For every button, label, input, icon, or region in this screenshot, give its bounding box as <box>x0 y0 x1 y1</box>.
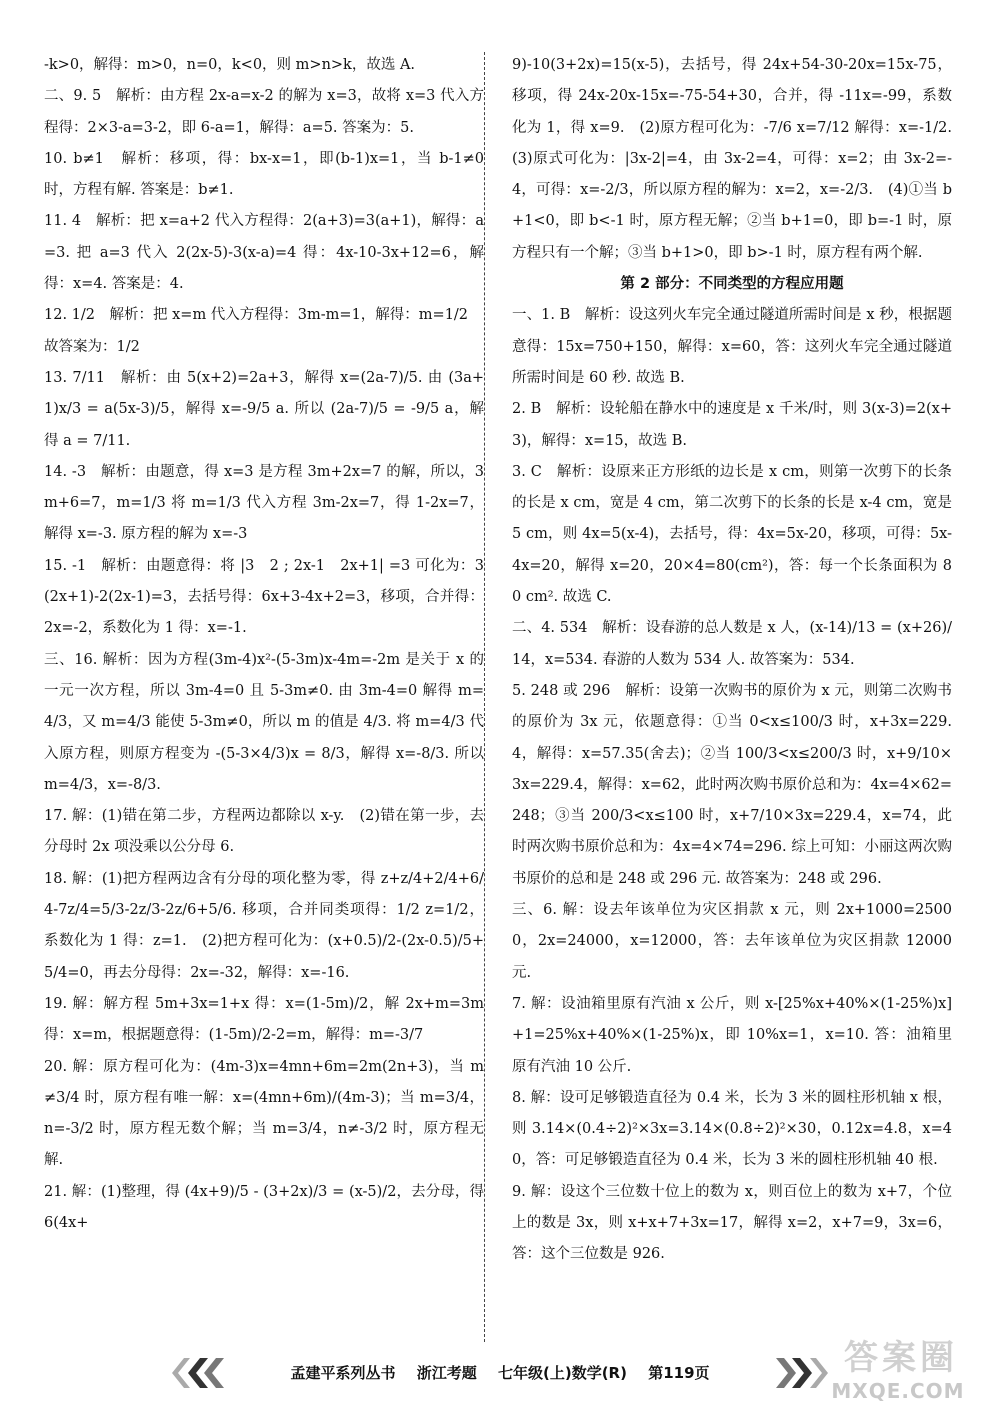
answer-block: 三、6. 解：设去年该单位为灾区捐款 x 元，则 2x+1000=25000，2x=24000，x=12000，答：去年该单位为灾区捐款 12000 元. <box>512 902 952 981</box>
answer-block: 故答案为：1/2 <box>44 338 140 355</box>
answer-block: 二、9. 5 解析：由方程 2x-a=x-2 的解为 x=3，故将 x=3 代入方程得：2×3-a=3-2，即 6-a=1，解得：a=5. 答案为：5. <box>44 88 484 136</box>
answer-block: 3. C 解析：设原来正方形纸的边长是 x cm，则第一次剪下的长条的长是 x cm，宽是 4 cm，第二次剪下的长条的长是 x-4 cm，宽是 5 cm，则 4x=5(x-4)，去括号，得：4x=5x-20，移项，可得：5x-4x=20，解得 x=20，20×4=80(cm²)，答：每一个长条面积为 80 cm². 故选 C. <box>512 463 952 606</box>
answer-block: -k>0，解得：m>0，n=0，k<0，则 m>n>k，故选 A. <box>44 57 416 73</box>
column-divider <box>484 52 485 1342</box>
answer-block: 18. 解：(1)把方程两边含有分母的项化整为零，得 z+z/4+2/4+6/4-7z/4=5/3-2z/3-2z/6+5/6. 移项，合并同类项得：1/2 z=1/2，系数化为 1 得：z=1. (2)把方程可化为：(x+0.5)/2-(2x-0.5)/5+5/4=0，再去分母得：2x=-32，解得：x=-16. <box>44 870 484 981</box>
footer-grade: 七年级(上)数学(R) <box>497 1364 627 1382</box>
answer-block: 2. B 解析：设轮船在静水中的速度是 x 千米/时，则 3(x-3)=2(x+3)，解得：x=15，故选 B. <box>512 401 952 449</box>
footer-series: 孟建平系列丛书 <box>290 1364 396 1382</box>
answer-block: 8. 解：设可足够锻造直径为 0.4 米，长为 3 米的圆柱形机轴 x 根，则 3.14×(0.4÷2)²×3x=3.14×(0.8÷2)²×30，0.12x=4.8，x=40，答：可足够锻造直径为 0.4 米，长为 3 米的圆柱形机轴 40 根. <box>512 1089 952 1169</box>
answer-block: 11. 4 解析：把 x=a+2 代入方程得：2(a+3)=3(a+1)，解得：a=3. 把 a=3 代入 2(2x-5)-3(x-a)=4 得：4x-10-3x+12=6，解得：x=4. 答案是：4. <box>44 213 484 293</box>
answer-block: 21. 解：(1)整理，得 (4x+9)/5 - (3+2x)/3 = (x-5)/2，去分母，得 6(4x+ <box>44 1183 484 1231</box>
answer-block: 15. -1 解析：由题意得：将 |3 2 ; 2x-1 2x+1| =3 可化为：3(2x+1)-2(2x-1)=3，去括号得：6x+3-4x+2=3，移项，合并得：2x=-2，系数化为 1 得：x=-1. <box>44 557 484 637</box>
answer-block: 5. 248 或 296 解析：设第一次购书的原价为 x 元，则第二次购书的原价为 3x 元，依题意得：①当 0<x≤100/3 时，x+3x=229.4，解得：x=57.35(舍去)；②当 100/3<x≤200/3 时，x+9/10×3x=229.4，解得：x=62，此时两次购书原价总和为：4x=4×62=248；③当 200/3<x≤100 时，x+7/10×3x=229.4，x=74，此时两次购书原价总和为：4x=4×74=296. 综上可知：小丽这两次购书原价的总和是 248 或 296 元. 故答案为：248 或 296. <box>512 682 952 887</box>
answer-block: 13. 7/11 解析：由 5(x+2)=2a+3，解得 x=(2a-7)/5. 由 (3a+1)x/3 = a(5x-3)/5，解得 x=-9/5 a. 所以 (2a-7)/5 = -9/5 a，解得 a = 7/11. <box>44 369 484 449</box>
answer-block: 9)-10(3+2x)=15(x-5)，去括号，得 24x+54-30-20x=15x-75，移项，得 24x-20x-15x=-75-54+30，合并，得 -11x=-99，系数化为 1，得 x=9. (2)原方程可化为：-7/6 x=7/12 解得：x=-1/2. (3)原式可化为：|3x-2|=4，由 3x-2=4，可得：x=2；由 3x-2=-4，可得：x=-2/3，所以原方程的解为：x=2，x=-2/3. (4)①当 b+1<0，即 b<-1 时，原方程无解；②当 b+1=0，即 b=-1 时，原方程只有一个解；③当 b+1>0，即 b>-1 时，原方程有两个解. <box>512 57 967 261</box>
watermark-logo: 答案圈 <box>844 1338 958 1378</box>
watermark-url: MXQE.COM <box>831 1379 965 1403</box>
answer-block: 二、4. 534 解析：设春游的总人数是 x 人，(x-14)/13 = (x+26)/14，x=534. 春游的人数为 534 人. 故答案为：534. <box>512 620 952 668</box>
left-column <box>44 50 484 1239</box>
answer-block: 17. 解：(1)错在第二步，方程两边都除以 x-y. (2)错在第一步，去分母时 2x 项没乘以公分母 6. <box>44 808 484 856</box>
section-heading: 第 2 部分：不同类型的方程应用题 <box>620 276 844 293</box>
answer-block: 7. 解：设油箱里原有汽油 x 公斤，则 x-[25%x+40%×(1-25%)x]+1=25%x+40%×(1-25%)x，即 10%x=1，x=10. 答：油箱里原有汽油 10 公斤. <box>512 995 952 1075</box>
footer-exam: 浙江考题 <box>416 1364 477 1382</box>
answer-block: 19. 解：解方程 5m+3x=1+x 得：x=(1-5m)/2，解 2x+m=3m 得：x=m，根据题意得：(1-5m)/2-2=m，解得：m=-3/7 <box>44 995 484 1044</box>
answer-block: 10. b≠1 解析：移项，得：bx-x=1，即(b-1)x=1，当 b-1≠0 时，方程有解. 答案是：b≠1. <box>44 150 484 199</box>
answer-block: 12. 1/2 解析：把 x=m 代入方程得：3m-m=1，解得：m=1/2 <box>44 307 469 324</box>
watermark <box>808 1335 988 1403</box>
answer-block: 9. 解：设这个三位数十位上的数为 x，则百位上的数为 x+7，个位上的数是 3x，则 x+x+7+3x=17，解得 x=2，x+7=9，3x=6，答：这个三位数是 926. <box>512 1183 952 1263</box>
right-column <box>512 50 967 1271</box>
answer-block: 14. -3 解析：由题意，得 x=3 是方程 3m+2x=7 的解，所以，3m+6=7，m=1/3 将 m=1/3 代入方程 3m-2x=7，得 1-2x=7，解得 x=-3. 原方程的解为 x=-3 <box>44 463 484 543</box>
footer-page-number: 第119页 <box>648 1364 710 1382</box>
answer-block: 一、1. B 解析：设这列火车完全通过隧道所需时间是 x 秒，根据题意得：15x=750+150，解得：x=60，答：这列火车完全通过隧道所需时间是 60 秒. 故选 B. <box>512 307 952 386</box>
answer-block: 三、16. 解析：因为方程(3m-4)x²-(5-3m)x-4m=-2m 是关于 x 的一元一次方程，所以 3m-4=0 且 5-3m≠0. 由 3m-4=0 解得 m=4/3，又 m=4/3 能使 5-3m≠0，所以 m 的值是 4/3. 将 m=4/3 代入原方程，则原方程变为 -(5-3×4/3)x = 8/3，解得 x=-8/3. 所以 m=4/3，x=-8/3. <box>44 651 484 793</box>
answer-block: 20. 解：原方程可化为：(4m-3)x=4mn+6m=2m(2n+3)，当 m≠3/4 时，原方程有唯一解：x=(4mn+6m)/(4m-3)；当 m=3/4，n=-3/2 时，原方程无数个解；当 m=3/4，n≠-3/2 时，原方程无解. <box>44 1058 484 1169</box>
